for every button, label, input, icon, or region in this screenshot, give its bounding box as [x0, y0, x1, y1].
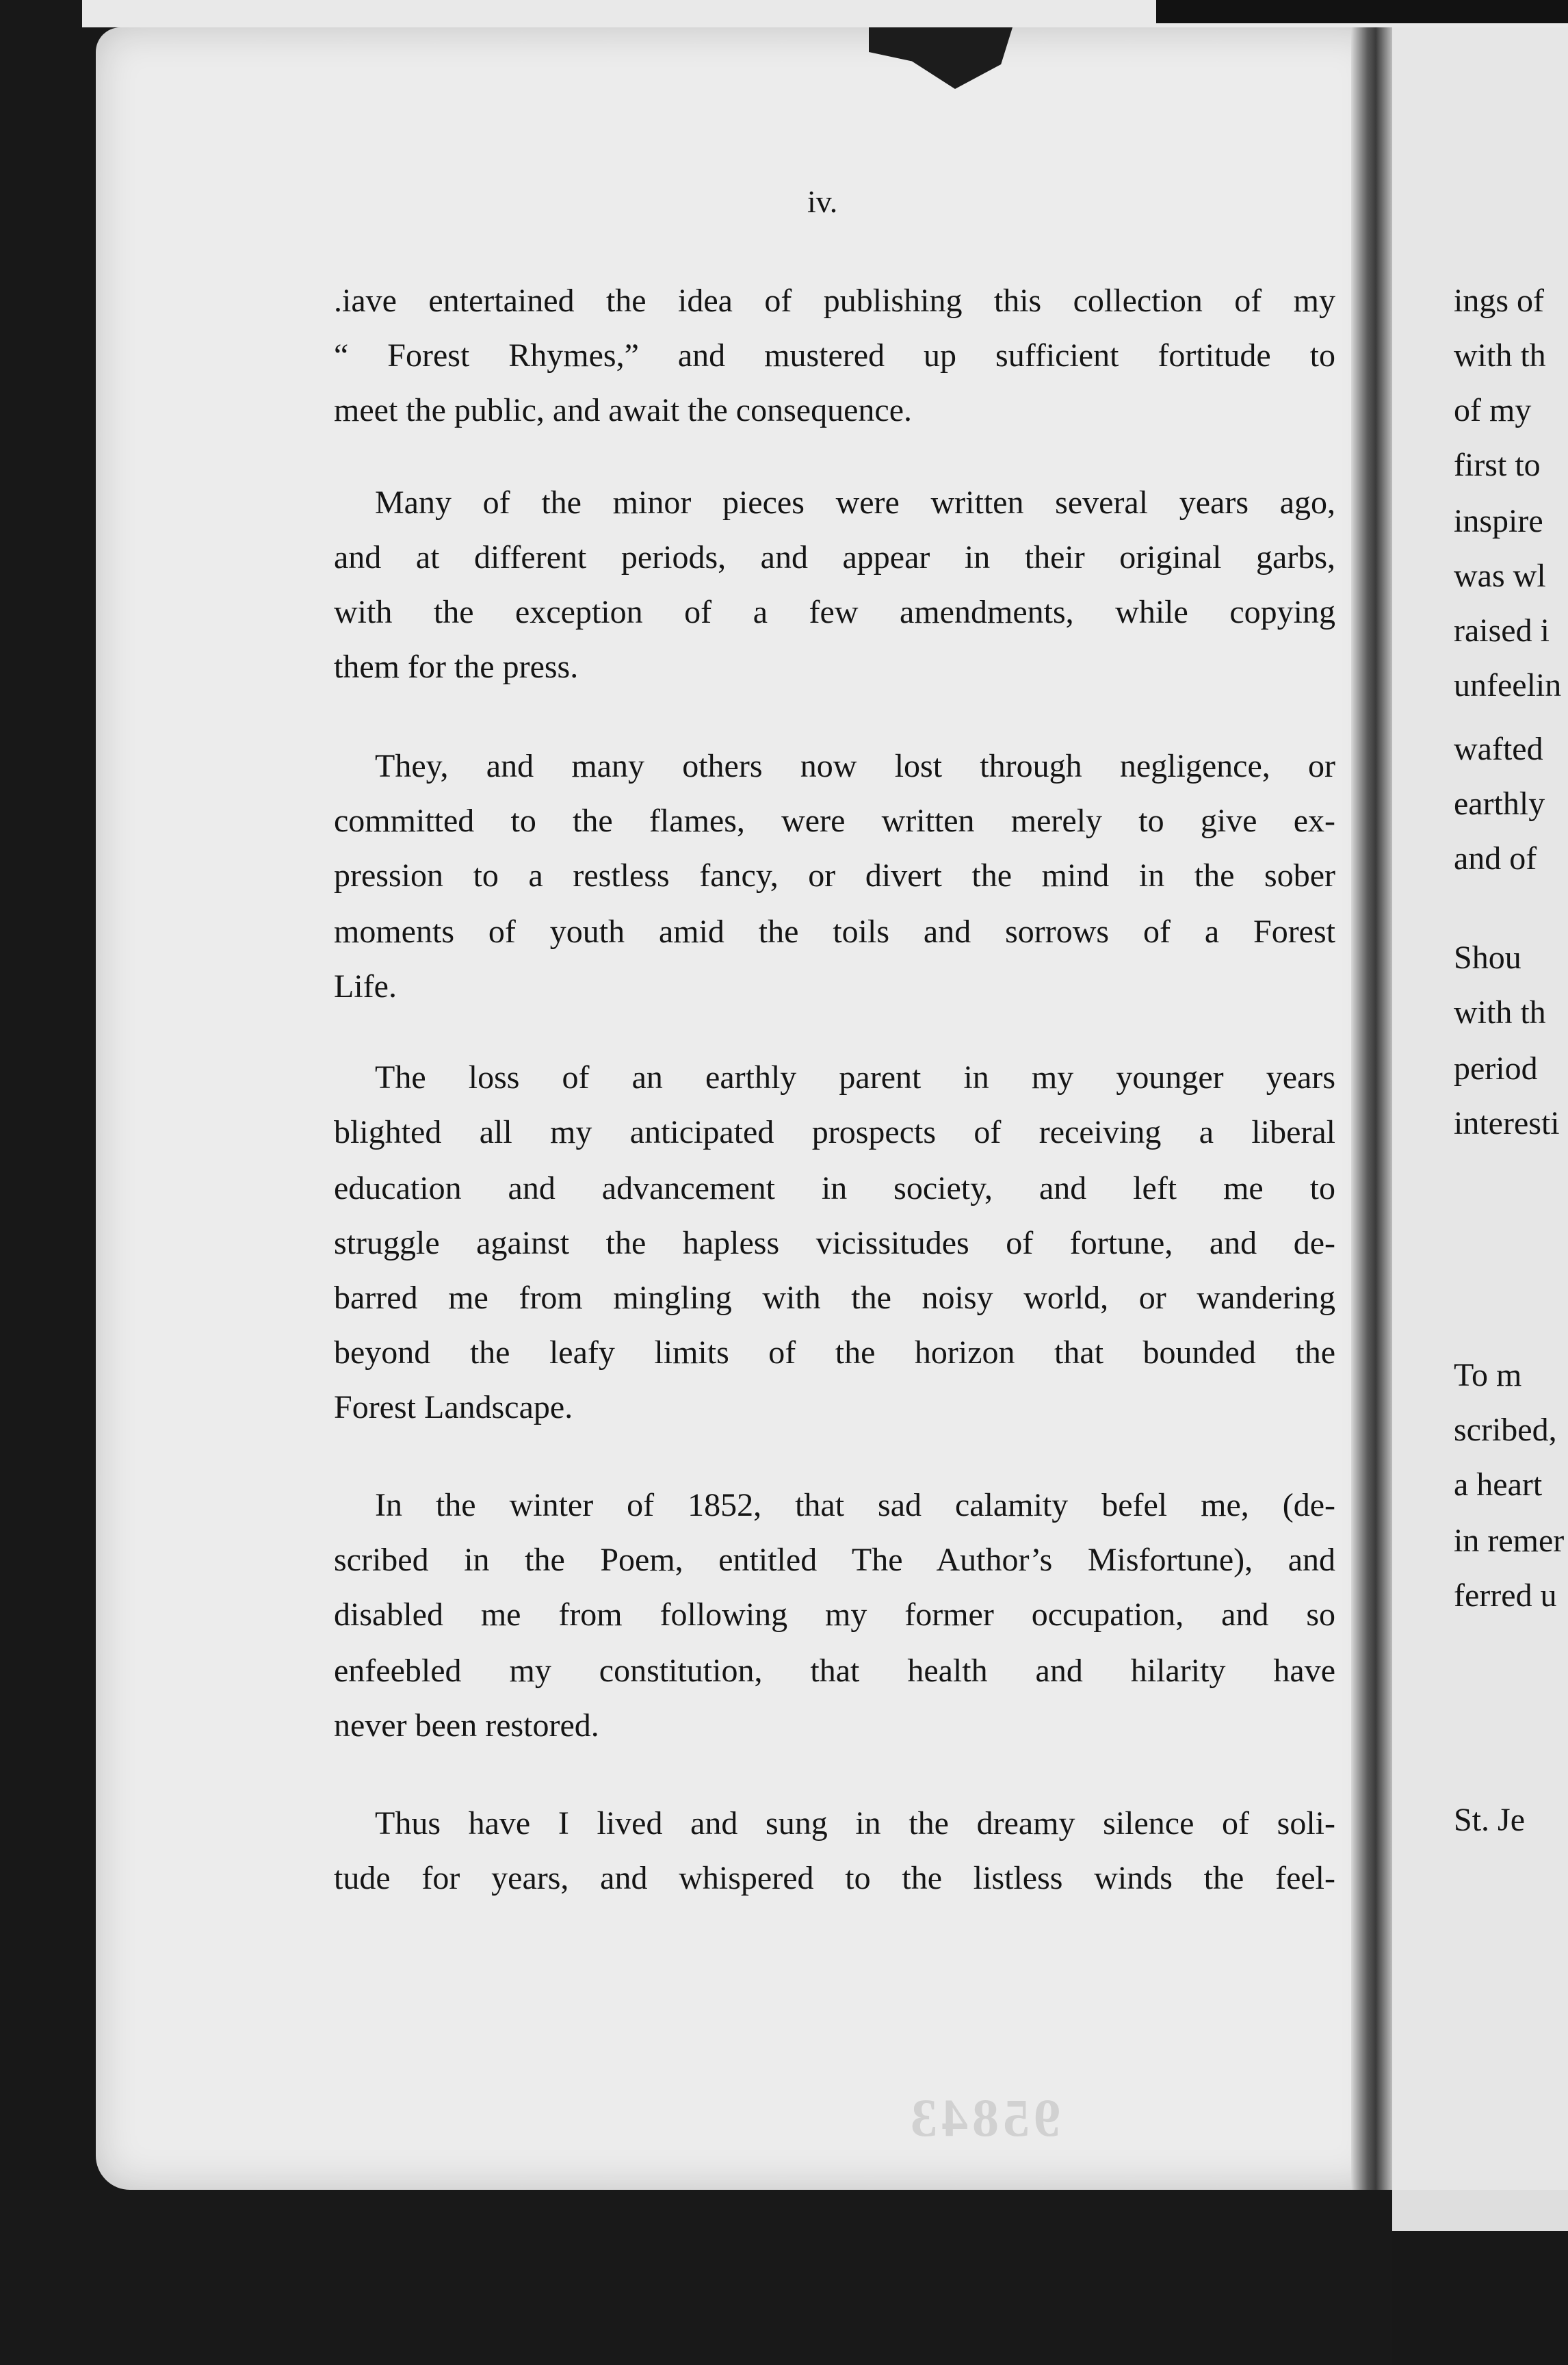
text-line: moments of youth amid the toils and sorrows of a Forest [334, 914, 1335, 950]
fragment-line: with th [1454, 337, 1546, 374]
fragment-line: first to [1454, 447, 1541, 483]
text-line: them for the press. [334, 649, 579, 685]
fragment-line: earthly [1454, 786, 1545, 822]
text-line: committed to the flames, were written merely to give ex- [334, 803, 1335, 839]
fragment-line: unfeelin [1454, 667, 1562, 703]
fragment-line: To m [1454, 1357, 1522, 1393]
text-line: pression to a restless fancy, or divert the mind in the sober [334, 857, 1335, 894]
text-line: with the exception of a few amendments, while copying [334, 594, 1335, 630]
fragment-line: was wl [1454, 558, 1546, 594]
text-line: education and advancement in society, and left me to [334, 1170, 1335, 1206]
text-line: .iave entertained the idea of publishing this collection of my [334, 283, 1335, 319]
text-line: They, and many others now lost through negligence, or [375, 748, 1335, 784]
right-page-bottom-edge [1392, 2190, 1568, 2231]
text-line: never been restored. [334, 1707, 599, 1744]
text-line: tude for years, and whispered to the listless winds the feel- [334, 1860, 1335, 1896]
text-line: The loss of an earthly parent in my younger years [375, 1059, 1335, 1096]
fragment-line: inspire [1454, 503, 1543, 539]
text-line: Thus have I lived and sung in the dreamy silence of soli- [375, 1805, 1335, 1841]
fragment-line: ings of [1454, 283, 1544, 319]
fragment-line: Shou [1454, 940, 1521, 976]
text-line: In the winter of 1852, that sad calamity befel me, (de- [375, 1487, 1335, 1523]
text-line: Many of the minor pieces were written several years ago, [375, 484, 1335, 521]
text-line: enfeebled my constitution, that health and hilarity have [334, 1653, 1335, 1689]
fragment-line: raised i [1454, 612, 1550, 649]
fragment-line: ferred u [1454, 1577, 1557, 1614]
fragment-line: period [1454, 1050, 1538, 1087]
fragment-line: scribed, [1454, 1412, 1557, 1448]
fragment-line: a heart [1454, 1466, 1543, 1503]
text-line: barred me from mingling with the noisy world, or wandering [334, 1280, 1335, 1316]
fragment-line: in remer [1454, 1523, 1565, 1559]
fragment-line: of my [1454, 392, 1532, 428]
text-line: Life. [334, 968, 397, 1005]
fragment-line: and of [1454, 840, 1537, 877]
text-line: and at different periods, and appear in their original garbs, [334, 539, 1335, 576]
text-line: struggle against the hapless vicissitudes of fortune, and de- [334, 1225, 1335, 1261]
text-line: disabled me from following my former occupation, and so [334, 1597, 1335, 1633]
text-line: scribed in the Poem, entitled The Author’s Misfortune), and [334, 1542, 1335, 1578]
text-line: Forest Landscape. [334, 1389, 573, 1425]
fragment-line: with th [1454, 994, 1546, 1031]
text-line: blighted all my anticipated prospects of receiving a liberal [334, 1114, 1335, 1150]
book-gutter [1351, 27, 1392, 2190]
fragment-line: interesti [1454, 1105, 1560, 1141]
text-line: beyond the leafy limits of the horizon that bounded the [334, 1334, 1335, 1371]
fragment-line: St. Je [1454, 1802, 1526, 1838]
text-line: meet the public, and await the consequence. [334, 392, 912, 428]
fragment-line: wafted [1454, 731, 1543, 767]
text-line: “ Forest Rhymes,” and mustered up sufficient fortitude to [334, 337, 1335, 374]
bottom-dark-margin [0, 2190, 1392, 2365]
top-dark-margin [1156, 0, 1568, 23]
page-number: iv. [807, 184, 838, 219]
bleed-through-stamp: 95843 [906, 2088, 1060, 2147]
